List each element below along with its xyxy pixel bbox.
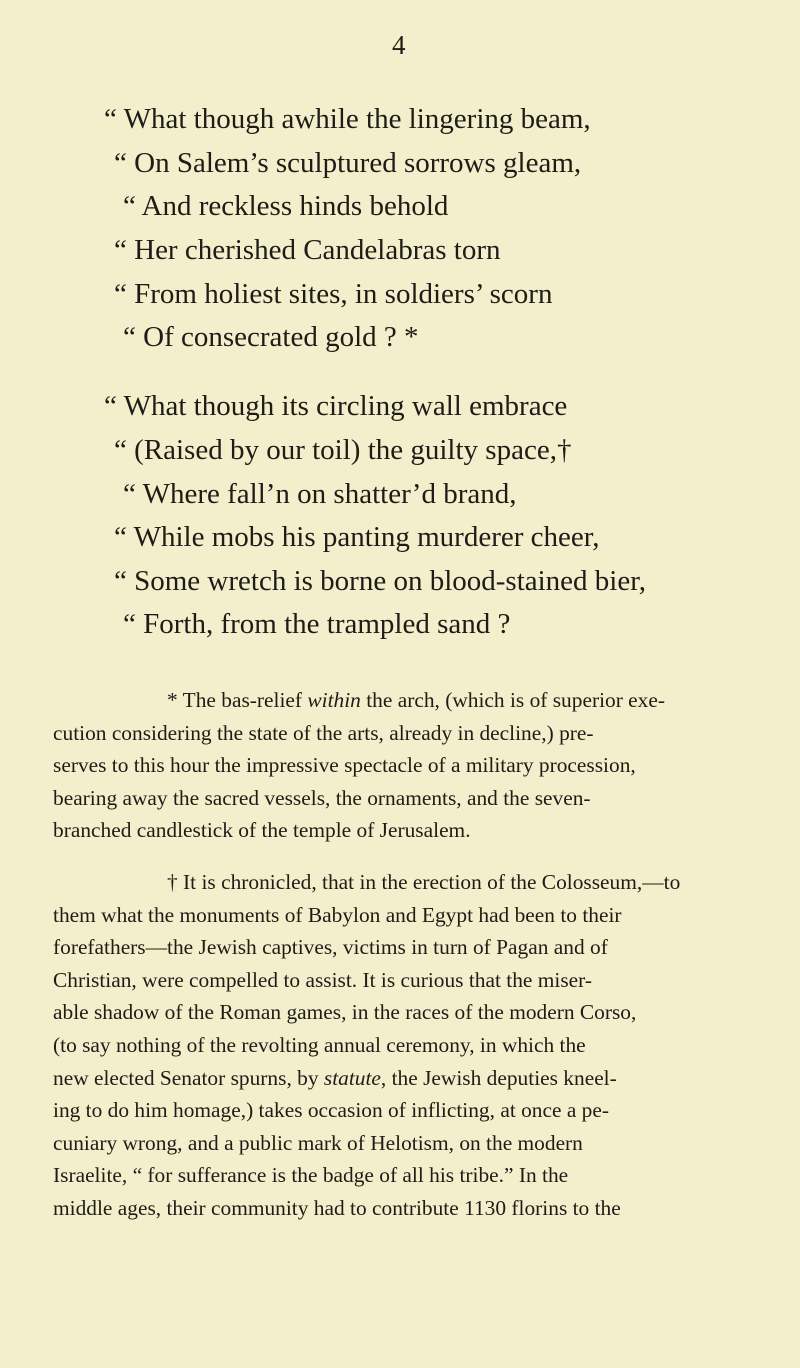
verse-line: “ Her cherished Candelabras torn xyxy=(114,234,501,266)
footnote-line: new elected Senator spurns, by statute, the Jewish deputies kneel- xyxy=(53,1065,617,1090)
footnote-line: serves to this hour the impressive spectacle of a military procession, xyxy=(53,753,636,778)
verse-line: “ Of consecrated gold ? * xyxy=(123,321,419,353)
verse-line: “ (Raised by our toil) the guilty space,† xyxy=(114,434,572,466)
italic-word: within xyxy=(307,688,361,712)
footnote-line: (to say nothing of the revolting annual ceremony, in which the xyxy=(53,1032,586,1057)
verse-line: “ What though its circling wall embrace xyxy=(104,390,568,422)
verse-line: “ And reckless hinds behold xyxy=(123,190,449,222)
footnote-line: forefathers—the Jewish captives, victims in turn of Pagan and of xyxy=(53,935,608,960)
verse-line: “ What though awhile the lingering beam, xyxy=(104,103,591,135)
footnote-line: * The bas-relief within the arch, (which is of superior exe- xyxy=(167,688,665,712)
verse-line: “ From holiest sites, in soldiers’ scorn xyxy=(114,278,553,310)
footnote-line: branched candlestick of the temple of Jerusalem. xyxy=(53,818,471,843)
footnote-line: cution considering the state of the arts, already in decline,) pre- xyxy=(53,720,594,745)
footnote-line: them what the monuments of Babylon and Egypt had been to their xyxy=(53,902,622,927)
footnote-star xyxy=(53,684,798,847)
footnote-line: ing to do him homage,) takes occasion of inflicting, at once a pe- xyxy=(53,1098,609,1123)
verse-line: “ On Salem’s sculptured sorrows gleam, xyxy=(114,147,582,179)
footnotes xyxy=(53,684,798,1225)
footnote-line: Israelite, “ for sufferance is the badge of all his tribe.” In the xyxy=(53,1163,569,1188)
page-number: 4 xyxy=(392,30,406,60)
footnote-line: cuniary wrong, and a public mark of Helotism, on the modern xyxy=(53,1130,583,1155)
footnote-line: † It is chronicled, that in the erection of the Colosseum,—to xyxy=(167,869,681,894)
footnote-dagger xyxy=(53,866,798,1225)
verse-line: “ Forth, from the trampled sand ? xyxy=(123,608,511,640)
verse-line: “ Some wretch is borne on blood-stained bier, xyxy=(114,565,646,597)
footnote-line: able shadow of the Roman games, in the races of the modern Corso, xyxy=(53,1000,637,1025)
verse-line: “ While mobs his panting murderer cheer, xyxy=(114,521,600,553)
italic-word: statute xyxy=(323,1065,381,1090)
footnote-line: bearing away the sacred vessels, the ornaments, and the seven- xyxy=(53,785,591,810)
verse-line: “ Where fall’n on shatter’d brand, xyxy=(123,478,517,510)
footnote-line: middle ages, their community had to contribute 1130 florins to the xyxy=(53,1195,621,1220)
footnote-line: Christian, were compelled to assist. It is curious that the miser- xyxy=(53,967,592,992)
